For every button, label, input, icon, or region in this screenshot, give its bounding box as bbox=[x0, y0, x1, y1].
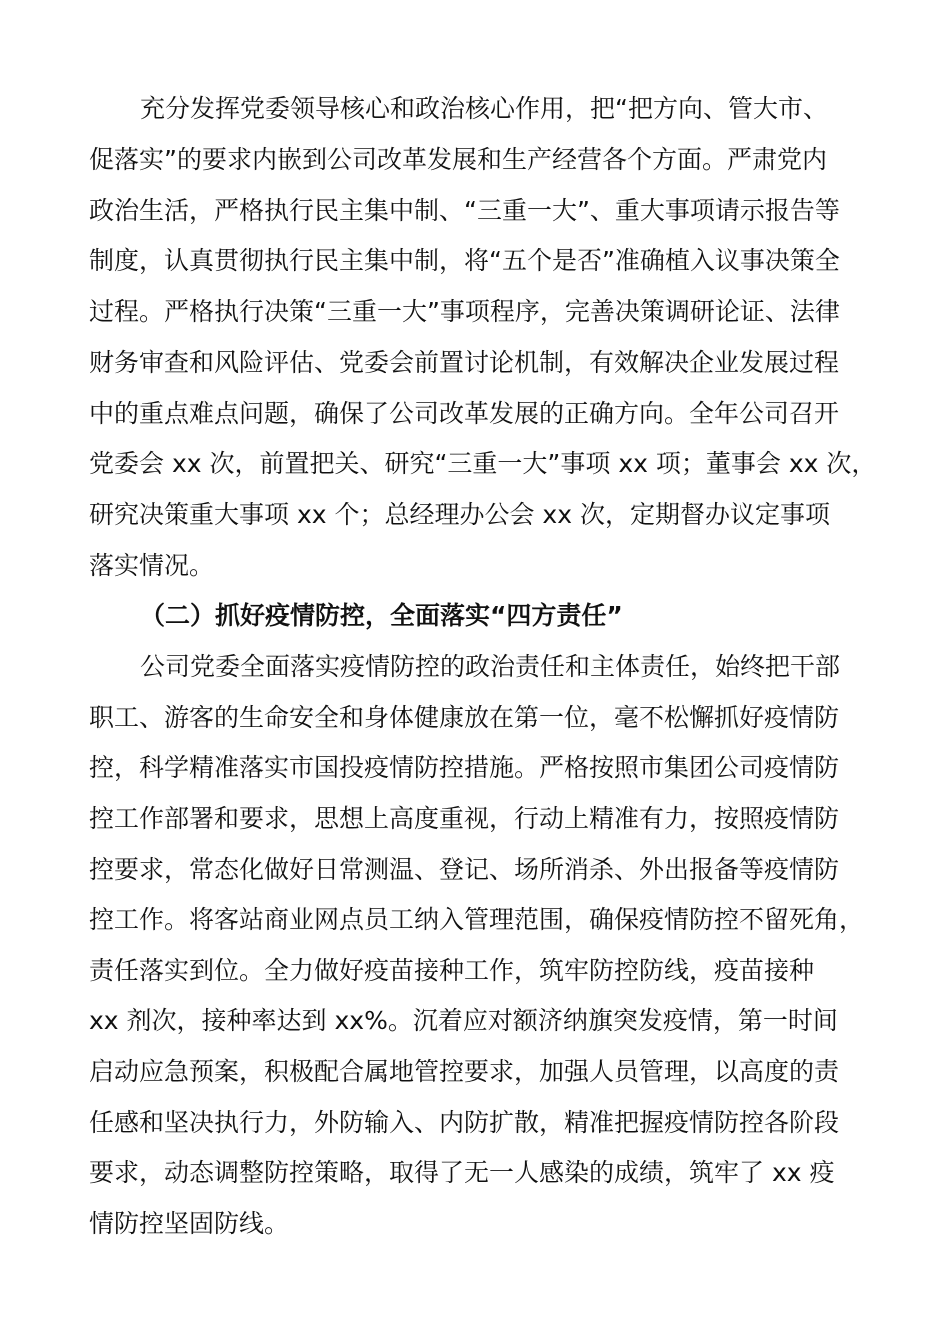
paragraph-2-line-3: 控，科学精准落实市国投疫情防控措施。严格按照市集团公司疫情防 bbox=[89, 753, 840, 782]
paragraph-2-line-7: 责任落实到位。全力做好疫苗接种工作，筑牢防控防线，疫苗接种 bbox=[89, 956, 815, 985]
paragraph-1-line-3: 政治生活，严格执行民主集中制、“三重一大”、重大事项请示报告等 bbox=[89, 196, 840, 225]
paragraph-2-line-1: 公司党委全面落实疫情防控的政治责任和主体责任，始终把干部 bbox=[140, 652, 841, 681]
paragraph-2-line-4: 控工作部署和要求，思想上高度重视，行动上精准有力，按照疫情防 bbox=[89, 804, 840, 833]
paragraph-1-line-5: 过程。严格执行决策“三重一大”事项程序，完善决策调研论证、法律 bbox=[89, 297, 840, 326]
paragraph-1-line-9: 研究决策重大事项 xx 个；总经理办公会 xx 次，定期督办议定事项 bbox=[89, 500, 830, 529]
paragraph-2-line-5: 控要求，常态化做好日常测温、登记、场所消杀、外出报备等疫情防 bbox=[89, 855, 840, 884]
paragraph-2-line-8: xx 剂次，接种率达到 xx%。沉着应对额济纳旗突发疫情，第一时间 bbox=[89, 1006, 838, 1035]
paragraph-1-line-10: 落实情况。 bbox=[89, 551, 215, 580]
paragraph-1-line-2: 促落实”的要求内嵌到公司改革发展和生产经营各个方面。严肃党内 bbox=[89, 145, 827, 174]
paragraph-1-line-7: 中的重点难点问题，确保了公司改革发展的正确方向。全年公司召开 bbox=[89, 399, 840, 428]
paragraph-1-line-8: 党委会 xx 次，前置把关、研究“三重一大”事项 xx 项；董事会 xx 次， bbox=[89, 449, 877, 478]
paragraph-2-line-11: 要求，动态调整防控策略，取得了无一人感染的成绩，筑牢了 xx 疫 bbox=[89, 1158, 835, 1187]
section-heading: （二）抓好疫情防控，全面落实“四方责任” bbox=[140, 601, 623, 630]
paragraph-2-line-6: 控工作。将客站商业网点员工纳入管理范围，确保疫情防控不留死角， bbox=[89, 905, 865, 934]
paragraph-1-line-4: 制度，认真贯彻执行民主集中制，将“五个是否”准确植入议事决策全 bbox=[89, 246, 840, 275]
paragraph-2-line-12: 情防控坚固防线。 bbox=[89, 1209, 290, 1238]
paragraph-2-line-2: 职工、游客的生命安全和身体健康放在第一位，毫不松懈抓好疫情防 bbox=[89, 703, 840, 732]
paragraph-2-line-10: 任感和坚决执行力，外防输入、内防扩散，精准把握疫情防控各阶段 bbox=[89, 1108, 840, 1137]
paragraph-2-line-9: 启动应急预案，积极配合属地管控要求，加强人员管理，以高度的责 bbox=[89, 1057, 840, 1086]
paragraph-1-line-1: 充分发挥党委领导核心和政治核心作用，把“把方向、管大市、 bbox=[140, 94, 828, 123]
paragraph-1-line-6: 财务审查和风险评估、党委会前置讨论机制，有效解决企业发展过程 bbox=[89, 348, 840, 377]
